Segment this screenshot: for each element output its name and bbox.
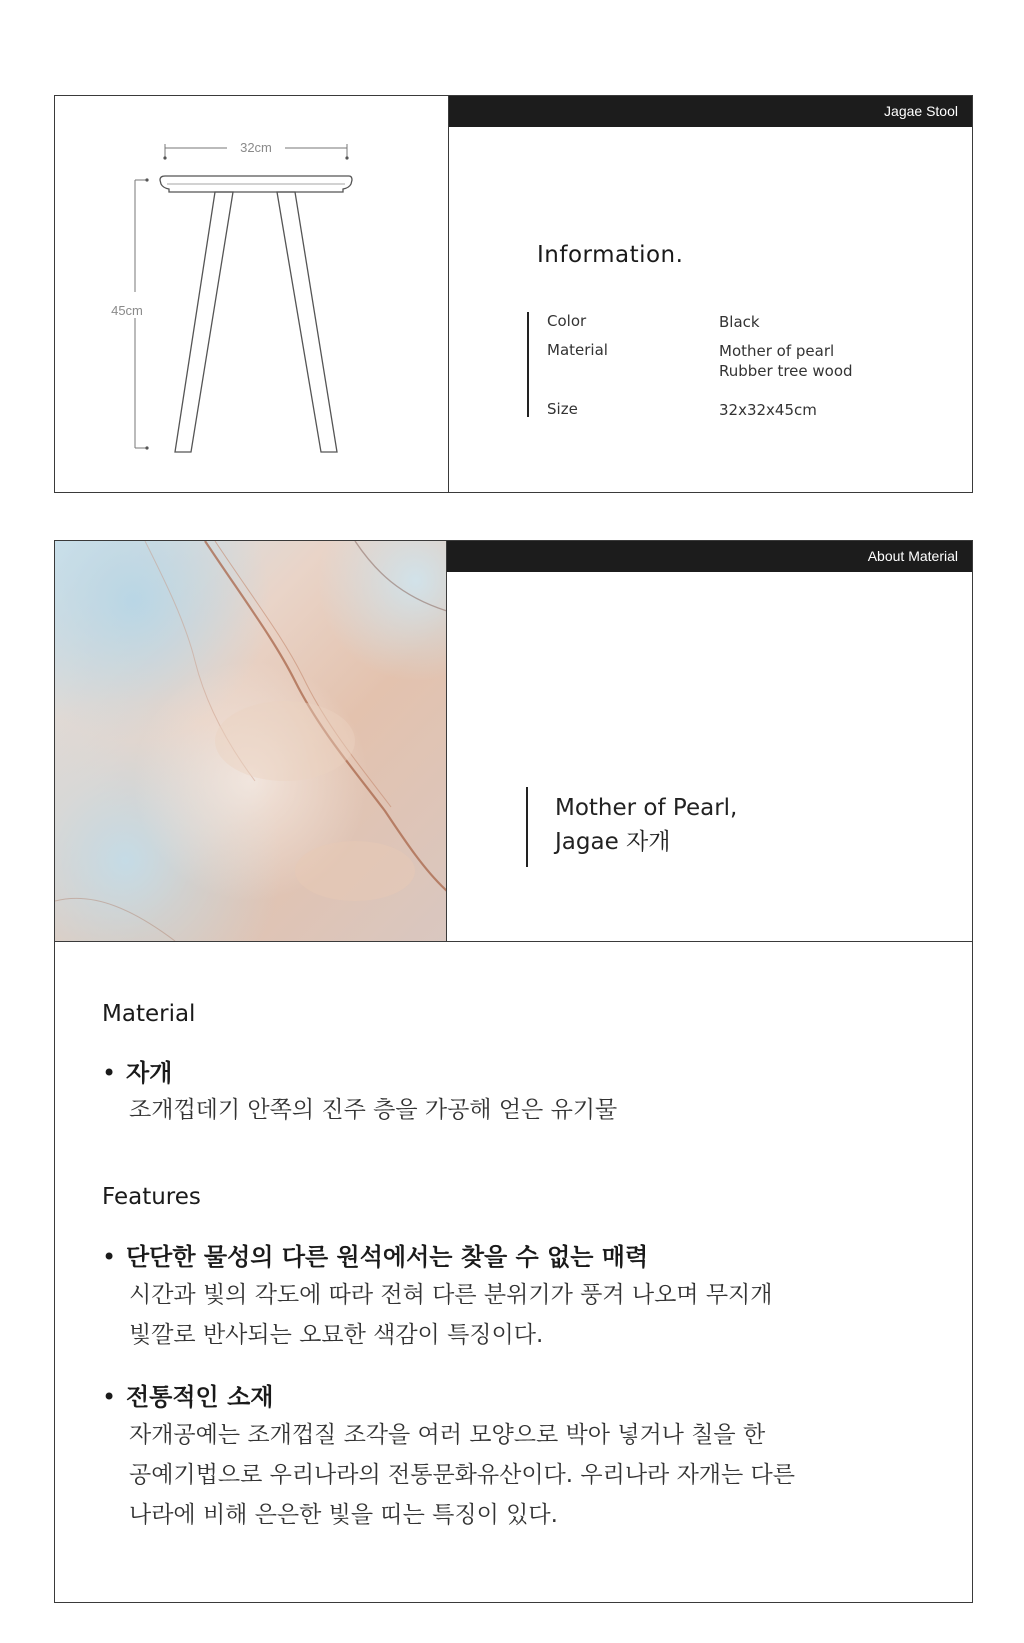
feature-traditional-line1: 자개공예는 조개껍질 조각을 여러 모양으로 박아 넣거나 칠을 한 bbox=[129, 1422, 766, 1448]
feature-traditional-line2: 공예기법으로 우리나라의 전통문화유산이다. 우리나라 자개는 다른 bbox=[129, 1462, 795, 1488]
bullet-feature-charm: • 단단한 물성의 다른 원석에서는 찾을 수 없는 매력 bbox=[102, 1243, 649, 1271]
about-material-header: About Material bbox=[447, 541, 972, 572]
material-name-title bbox=[555, 791, 737, 859]
height-dimension-label: 45cm bbox=[111, 303, 143, 318]
pearl-title-divider bbox=[526, 787, 528, 867]
material-name-line1: Mother of Pearl, bbox=[555, 795, 738, 821]
features-section-title: Features bbox=[102, 1184, 201, 1210]
about-material-panel bbox=[54, 540, 973, 1603]
bullet-feature-charm-title: 단단한 물성의 다른 원석에서는 찾을 수 없는 매력 bbox=[126, 1243, 649, 1271]
feature-charm-line2: 빛깔로 반사되는 오묘한 색감이 특징이다. bbox=[129, 1322, 544, 1348]
stool-dimension-diagram bbox=[55, 96, 449, 492]
feature-traditional-line3: 나라에 비해 은은한 빛을 띠는 특징이 있다. bbox=[129, 1502, 558, 1528]
bullet-feature-traditional-text bbox=[129, 1415, 795, 1535]
mother-of-pearl-image bbox=[55, 541, 447, 941]
material-section-title: Material bbox=[102, 1001, 196, 1027]
spec-label-color: Color bbox=[547, 312, 587, 330]
bullet-jagae-title: 자개 bbox=[126, 1059, 173, 1087]
spec-label-material: Material bbox=[547, 341, 608, 359]
bullet-feature-traditional-title: 전통적인 소재 bbox=[126, 1383, 274, 1411]
spec-value-material: Mother of pearl Rubber tree wood bbox=[719, 342, 853, 380]
information-title: Information. bbox=[537, 242, 684, 268]
product-name-header: Jagae Stool bbox=[449, 96, 972, 127]
material-section-divider bbox=[55, 941, 972, 942]
bullet-feature-traditional: • 전통적인 소재 bbox=[102, 1383, 274, 1411]
spec-value-size: 32x32x45cm bbox=[719, 401, 817, 419]
material-name-line2: Jagae 자개 bbox=[555, 829, 671, 855]
feature-charm-line1: 시간과 빛의 각도에 따라 전혀 다른 분위기가 풍겨 나오며 무지개 bbox=[129, 1282, 773, 1308]
bullet-feature-charm-text bbox=[129, 1275, 772, 1355]
stool-drawing bbox=[55, 96, 449, 492]
bullet-jagae-text: 조개껍데기 안쪽의 진주 층을 가공해 얻은 유기물 bbox=[129, 1097, 618, 1123]
spec-label-size: Size bbox=[547, 400, 578, 418]
width-dimension-label: 32cm bbox=[240, 140, 272, 155]
bullet-jagae: • 자개 bbox=[102, 1059, 173, 1087]
info-divider bbox=[527, 312, 529, 417]
spec-value-color: Black bbox=[719, 313, 760, 331]
product-info-panel bbox=[54, 95, 973, 493]
